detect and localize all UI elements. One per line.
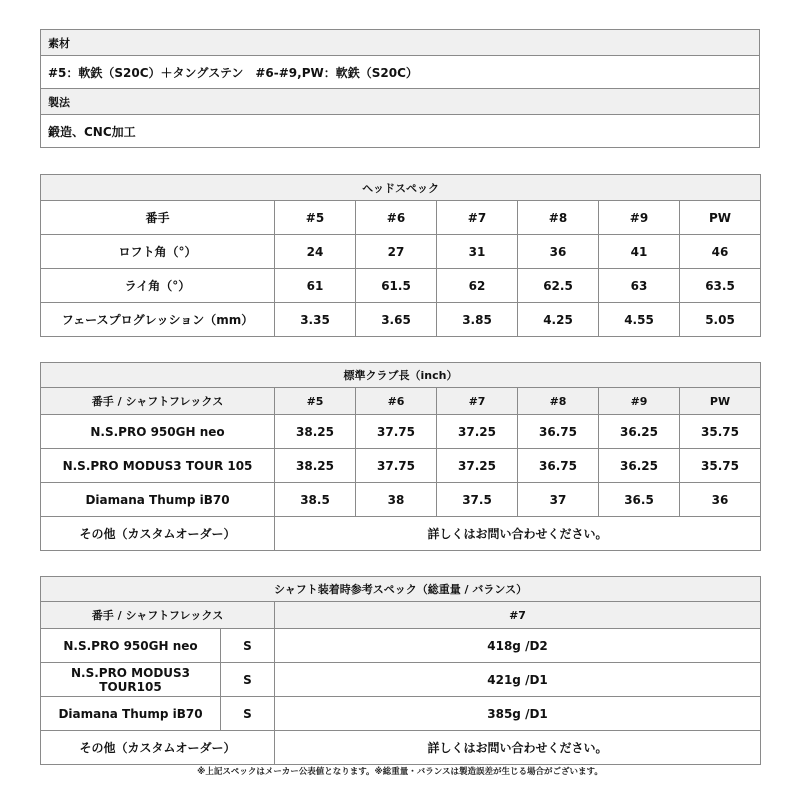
table-cell: 46	[680, 235, 761, 269]
column-header: #6	[356, 388, 437, 415]
material-value: #5：軟鉄（S20C）＋タングステン #6-#9,PW：軟鉄（S20C）	[41, 56, 760, 89]
row-label: N.S.PRO 950GH neo	[41, 629, 221, 663]
column-header: PW	[680, 388, 761, 415]
method-value: 鍛造、CNC加工	[41, 115, 760, 148]
table-cell: 5.05	[680, 303, 761, 337]
table-cell: 36.75	[518, 449, 599, 483]
table-row	[41, 731, 761, 765]
other-value: 詳しくはお問い合わせください。	[275, 517, 761, 551]
table-row	[41, 663, 761, 697]
row-label: N.S.PRO MODUS3 TOUR 105	[41, 449, 275, 483]
table-row	[41, 269, 761, 303]
column-header: #8	[518, 388, 599, 415]
material-table	[40, 29, 760, 148]
table-cell: 37.75	[356, 449, 437, 483]
table-cell: 35.75	[680, 415, 761, 449]
row-label: Diamana Thump iB70	[41, 697, 221, 731]
table-cell: 63	[599, 269, 680, 303]
table-cell: 35.75	[680, 449, 761, 483]
flex-cell: S	[221, 663, 275, 697]
table-row	[41, 483, 761, 517]
row-label: N.S.PRO MODUS3 TOUR105	[41, 663, 221, 697]
footnote: ※上記スペックはメーカー公表値となります。※総重量・バランスは製造誤差が生じる場合がございます。	[197, 767, 603, 777]
table-cell: 36	[680, 483, 761, 517]
table-row	[41, 415, 761, 449]
row-label: フェースプログレッション（mm）	[41, 303, 275, 337]
table-cell: 38	[356, 483, 437, 517]
club-length-table	[40, 362, 761, 551]
table-cell: 63.5	[680, 269, 761, 303]
column-header: #8	[518, 201, 599, 235]
table-cell: 38.5	[275, 483, 356, 517]
table-row	[41, 697, 761, 731]
table-cell: 36.5	[599, 483, 680, 517]
table-cell: 385g /D1	[275, 697, 761, 731]
row-label: ライ角（°）	[41, 269, 275, 303]
table-cell: 3.65	[356, 303, 437, 337]
table-cell: 61	[275, 269, 356, 303]
table-cell: 37.25	[437, 449, 518, 483]
shaft-spec-title: シャフト装着時参考スペック（総重量 / バランス）	[41, 577, 761, 602]
table-cell: 41	[599, 235, 680, 269]
table-cell: 62	[437, 269, 518, 303]
head-spec-table	[40, 174, 761, 337]
column-header: #6	[356, 201, 437, 235]
column-header: #5	[275, 388, 356, 415]
row-label: N.S.PRO 950GH neo	[41, 415, 275, 449]
table-cell: 36.25	[599, 415, 680, 449]
column-header: #7	[275, 602, 761, 629]
shaft-spec-table	[40, 576, 761, 765]
head-spec-title: ヘッドスペック	[41, 175, 761, 201]
table-cell: 38.25	[275, 415, 356, 449]
table-cell: 37.25	[437, 415, 518, 449]
table-row	[41, 235, 761, 269]
flex-cell: S	[221, 697, 275, 731]
row-label: Diamana Thump iB70	[41, 483, 275, 517]
table-cell: 421g /D1	[275, 663, 761, 697]
table-cell: 62.5	[518, 269, 599, 303]
table-cell: 4.55	[599, 303, 680, 337]
table-cell: 3.85	[437, 303, 518, 337]
table-row	[41, 629, 761, 663]
table-cell: 27	[356, 235, 437, 269]
table-cell: 38.25	[275, 449, 356, 483]
table-cell: 37.75	[356, 415, 437, 449]
column-header: #7	[437, 388, 518, 415]
column-header: #5	[275, 201, 356, 235]
shaft-spec-row-header: 番手 / シャフトフレックス	[41, 602, 275, 629]
table-row	[41, 449, 761, 483]
column-header: #9	[599, 201, 680, 235]
column-header: #9	[599, 388, 680, 415]
table-cell: 36	[518, 235, 599, 269]
flex-cell: S	[221, 629, 275, 663]
table-cell: 31	[437, 235, 518, 269]
method-label: 製法	[41, 89, 760, 115]
other-label: その他（カスタムオーダー）	[41, 517, 275, 551]
other-value: 詳しくはお問い合わせください。	[275, 731, 761, 765]
club-length-row-header: 番手 / シャフトフレックス	[41, 388, 275, 415]
column-header: PW	[680, 201, 761, 235]
table-row	[41, 303, 761, 337]
table-row	[41, 517, 761, 551]
table-cell: 37	[518, 483, 599, 517]
club-length-title: 標準クラブ長（inch）	[41, 363, 761, 388]
table-cell: 61.5	[356, 269, 437, 303]
material-label: 素材	[41, 30, 760, 56]
table-cell: 3.35	[275, 303, 356, 337]
column-header: #7	[437, 201, 518, 235]
table-cell: 418g /D2	[275, 629, 761, 663]
table-cell: 36.25	[599, 449, 680, 483]
table-cell: 36.75	[518, 415, 599, 449]
table-cell: 4.25	[518, 303, 599, 337]
other-label: その他（カスタムオーダー）	[41, 731, 275, 765]
row-label: ロフト角（°）	[41, 235, 275, 269]
table-cell: 24	[275, 235, 356, 269]
head-spec-row-header: 番手	[41, 201, 275, 235]
table-cell: 37.5	[437, 483, 518, 517]
